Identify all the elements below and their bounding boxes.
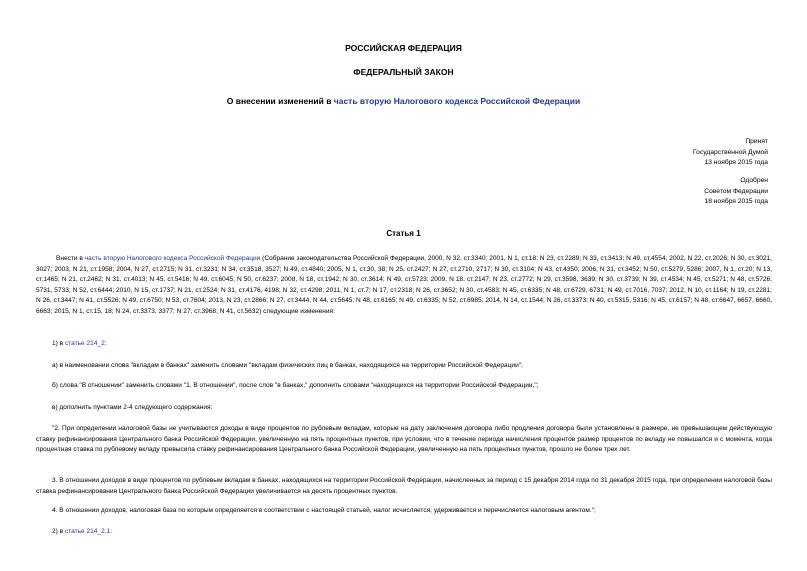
item-2-link[interactable]: статье 214_2.1: [64, 528, 111, 535]
law-title-link[interactable]: часть вторую Налогового кодекса Российской Федерации: [333, 96, 581, 106]
subitem-b: б) слова "В отношении" заменить словами "1. В отношении", после слов "в банках," дополнить словами "находящихся на территории Российской Федерации,";: [52, 382, 539, 389]
item-1-prefix: 1) в: [52, 340, 65, 347]
quote-point-2: "2. При определении налоговой базы не учитываются доходы в виде процентов по рублевым вкладам, которые на дату заключения договора либо продления договора были установлены в размере, не превышающем действующую ставку рефинансирования Центрального банка Российской Федерации, увеличенную на пять процентных пунктов, при условии, что в течение периода начисления процентов размер процентов по вкладу не повышался и с момента, когда процентная ставка по рублевому вкладу превысила ставку рефинансирования Центрального банка Российской Федерации, увеличенную на пять процентных пунктов, прошло не более трех лет.: [36, 425, 772, 454]
country-heading: РОССИЙСКАЯ ФЕДЕРАЦИЯ: [345, 43, 462, 53]
subitem-v: в) дополнить пунктами 2-4 следующего содержания:: [52, 404, 213, 411]
law-type-heading: ФЕДЕРАЛЬНЫЙ ЗАКОН: [353, 67, 454, 77]
subitem-a: а) в наименовании слова "вкладам в банках" заменить словами "вкладам физических лиц в банках, находящихся на территории Российской Федерации";: [52, 362, 523, 369]
article-title: Статья 1: [386, 229, 421, 238]
approval-block: [704, 176, 768, 208]
intro-text: (Собрание законодательства Российской Федерации, 2000, N 32, ст.3340; 2001, N 1, ст.18; N 23, ст.2289; N 33, ст.3413; N 49, ст.4554; 2002, N 22, ст.2026; N 30, ст.3021, 3027; 2003, N 21, ст.1958; 2004, N 27, ст.2715; N 31, ст.3231; N 34, ст.3518, 3527; N 49, ст.4840; 2005, N 1, ст.30, 38; N 25, ст.2427; N 27, ст.2710, 2717; N 30, ст.3104; N 43, ст.4350; 2006, N 31, ст.3452; N 50, ст.5279, 5286; 2007, N 1, ст.20; N 13, ст.1465; N 21, ст.2462; N 31, ст.4013; N 45, ст.5416; N 49, ст.6045; N 50, ст.6237; 2008, N 18, ст.1942; N 30, ст.3614; N 49, ст.5723; 2009, N 18, ст.2147; N 23, ст.2772; N 29, ст.3598, 3639; N 30, ст.3739; N 39, ст.4534; N 45, ст.5271; N 48, ст.5726, 5731, 5733; N 52, ст.6444; 2010, N 15, ст.1737; N 21, ст.2524; N 31, ст.4176, 4198; N 32, ст.4298; 2011, N 1, ст.7; N 17, ст.2318; N 26, ст.3652; N 30, ст.4583; N 45, ст.6335; N 48, ст.6729, 6731; N 49, ст.7016, 7037; 2012, N 10, ст.1164; N 19, ст.2281; N 26, ст.3447; N 41, ст.5526; N 49, ст.6750; N 53, ст.7604; 2013, N 23, ст.2866; N 27, ст.3444; N 44, ст.5645; N 48, ст.6165; N 49, ст.6335; N 52, ст.6985; 2014, N 14, ст.1544; N 26, ст.3373; N 40, ст.5315, 5316; N 45, ст.6157; N 48, ст.6647, 6657, 6660, 6663; 2015, N 1, ст.15, 18; N 24, ст.3373, 3377; N 27, ст.3968; N 41, ст.5632) следующие изменения:: [36, 255, 772, 315]
intro-link[interactable]: часть вторую Налогового кодекса Российской Федерации: [84, 255, 261, 262]
approved-by: Советом Федерации: [704, 187, 768, 195]
approved-date: 18 ноября 2015 года: [704, 198, 768, 205]
adopted-label: Принят: [745, 138, 768, 145]
intro-paragraph: [36, 254, 772, 318]
law-title-prefix: О внесении изменений в: [226, 96, 334, 106]
item-2-suffix: :: [110, 528, 112, 535]
adopted-by: Государственной Думой: [693, 148, 768, 156]
item-1-link[interactable]: статье 214_2: [64, 340, 105, 347]
item-2-prefix: 2) в: [52, 528, 65, 535]
adopted-date: 13 ноября 2015 года: [704, 159, 768, 166]
item-1-suffix: :: [104, 340, 107, 347]
quote-point-3: 3. В отношении доходов в виде процентов по рублевым вкладам в банках, находящихся на территории Российской Федерации, начисленных за период с 15 декабря 2014 года по 31 декабря 2015 года, при определении налоговой базы ставка рефинансирования Центрального банка Российской Федерации увеличивается на десять процентных пунктов.: [36, 477, 772, 495]
item-1: [52, 339, 107, 350]
adoption-block: [693, 137, 768, 169]
intro-prefix: Внести в: [56, 255, 85, 262]
approved-label: Одобрен: [740, 177, 768, 184]
item-2: [52, 527, 112, 538]
law-title: [0, 96, 807, 106]
quote-point-4: 4. В отношении доходов, налоговая база по которым определяется в соответствии с настоящей статьей, налог исчисляется, удерживается и перечисляется налоговым агентом.";: [52, 507, 596, 514]
